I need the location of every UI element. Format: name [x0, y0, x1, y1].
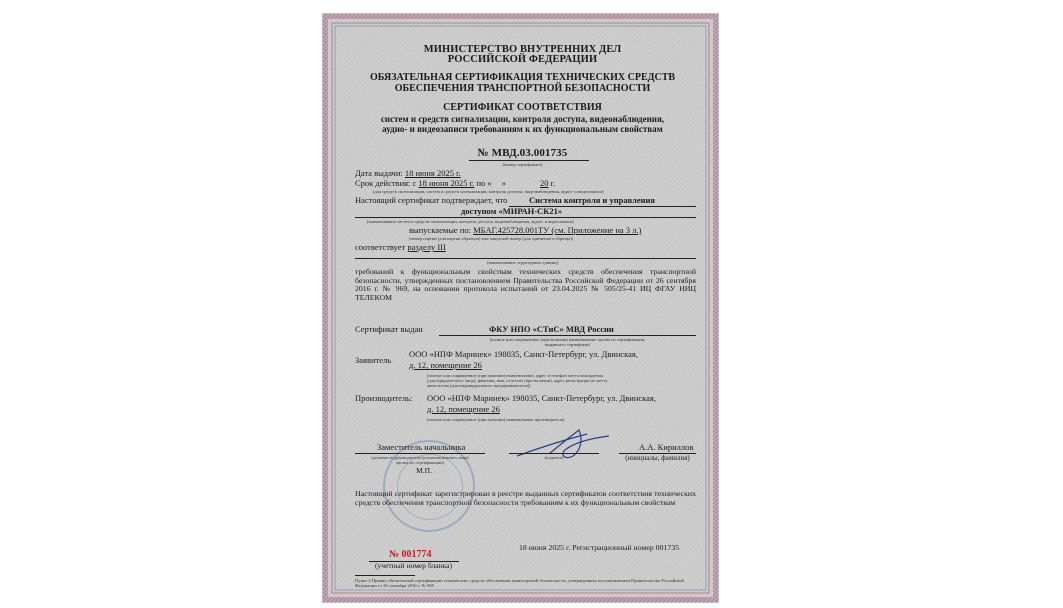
applicant-label: Заявитель: [355, 355, 392, 365]
signer-name: А.А. Кириллов: [639, 442, 694, 452]
cert-title: СЕРТИФИКАТ СООТВЕТСТВИЯ: [443, 102, 602, 113]
certificate-number: № МВД.03.001735: [477, 147, 568, 159]
registry-row: [519, 543, 679, 553]
manufacturer-caption: (полное или сокращенное (при наличии) наименование производителя): [427, 417, 565, 422]
validity-caption: (для средств сигнализации, систем и средств сигнализации, контроля доступа, видеонаблюдения, аудио- и видеозаписи): [373, 189, 604, 194]
subtitle-line-2: аудио- и видеозаписи требованиям к их функциональным свойствам: [382, 124, 663, 134]
validity-from: 18 июня 2025 г.: [418, 178, 475, 188]
footnote-text: Пункт 4 Правил обязательной сертификации технических средств обеспечения транспортной безопасности, утвержденных постановлением Правительства Российской Федерации от 26 сентября 2016 г. № 969: [355, 578, 684, 588]
number-caption: (номер сертификата): [502, 162, 543, 167]
system-line-2: ОБЕСПЕЧЕНИЯ ТРАНСПОРТНОЙ БЕЗОПАСНОСТИ: [394, 83, 651, 94]
produced-value: МБАГ.425728.001ТУ (см. Приложение на 3 л.): [473, 225, 642, 235]
complies-caption: (наименование структурных единиц): [487, 260, 558, 265]
name-caption: (инициалы, фамилия): [625, 454, 690, 462]
applicant-caption-1: (полное или сокращенное (при наличии) наименование, адрес и телефон места нахождения: [427, 373, 603, 378]
product-line-2: доступом «МИРАН-СК21»: [461, 206, 563, 216]
validity-row: Срок действия: с 18 июня 2025 г. по « » 20 г.: [355, 178, 556, 188]
produced-caption: (номер партии (для партии образцов) или заводской номер (для единичного образца)): [409, 236, 574, 241]
position-caption-1: (должность руководителя (уполномоченного лица): [371, 455, 469, 460]
issue-date-value: 18 июня 2025 г.: [404, 168, 461, 178]
ministry-line-2: РОССИЙСКОЙ ФЕДЕРАЦИИ: [447, 54, 598, 65]
issuer-value: ФКУ НПО «СТиС» МВД России: [489, 324, 614, 334]
applicant-line-1: ООО «НПФ Маринек» 198035, Санкт-Петербург, ул. Двинская,: [409, 349, 638, 359]
confirms-label: Настоящий сертификат подтверждает, что: [355, 195, 508, 205]
position-caption-2: органа по сертификации): [395, 460, 445, 465]
certificate-document: [323, 14, 718, 602]
produced-row: [409, 226, 641, 236]
manufacturer-line-2: д. 12, помещение 26: [427, 404, 500, 414]
issue-date-label: Дата выдачи:: [355, 168, 403, 178]
handwritten-signature: [509, 426, 619, 466]
registry-label: Регистрационный номер: [572, 543, 654, 552]
applicant-caption-2: (для юридического лица); фамилия, имя, отчество (при наличии), адрес регистрации по месту: [427, 378, 608, 383]
ministry-line-1: МИНИСТЕРСТВО ВНУТРЕННИХ ДЕЛ: [423, 44, 622, 55]
applicant-line-2: д. 12, помещение 26: [409, 360, 482, 370]
manufacturer-label: Производитель:: [355, 393, 413, 403]
validity-year: 20: [540, 178, 549, 188]
sign-caption: (подпись): [544, 455, 564, 460]
manufacturer-line-1: ООО «НПФ Маринек» 198035, Санкт-Петербург, ул. Двинская,: [427, 393, 656, 403]
product-line-1: Система контроля и управления: [529, 195, 655, 205]
certificate-content: [349, 38, 696, 594]
stamp-label: М.П.: [416, 466, 432, 475]
complies-value: разделу III: [407, 242, 446, 252]
applicant-caption-3: жительства (для индивидуального предпринимателя)): [427, 383, 531, 388]
blank-caption: (учетный номер бланка): [375, 561, 452, 570]
registry-number: 001735: [655, 543, 680, 552]
issuer-caption-1: (полное или сокращенное (при наличии) наименование органа по сертификации,: [489, 337, 646, 342]
validity-label: Срок действия: с: [355, 178, 417, 188]
requirements-text: требований к функциональным свойствам технических средств обеспечения транспортной безопасности, утвержденных постановлением Правительства Российской Федерации от 26 сентября 2016 г. № 969, на основании протокола испытаний от 23.04.2025 № 505/25-41 ИЦ ФГАУ НИЦ ТЕЛЕКОМ: [355, 267, 696, 302]
subtitle-line-1: систем и средств сигнализации, контроля доступа, видеонаблюдения,: [380, 114, 665, 124]
blank-number: № 001774: [389, 549, 432, 560]
signer-position: Заместитель начальника: [377, 442, 466, 452]
complies-label: соответствует: [355, 242, 406, 252]
system-line-1: ОБЯЗАТЕЛЬНАЯ СЕРТИФИКАЦИЯ ТЕХНИЧЕСКИХ СРЕДСТВ: [369, 72, 676, 83]
produced-label: выпускаемые по:: [409, 225, 471, 235]
validity-to-label: по «: [476, 178, 492, 188]
issuer-caption-2: выдавшего сертификат): [544, 342, 591, 347]
complies-row: [355, 243, 446, 253]
product-caption: (наименование систем и средств сигнализации, контроля доступа, видеонаблюдения, аудио- и видеозаписи): [367, 219, 574, 224]
validity-year-suffix: г.: [550, 178, 556, 188]
issuer-label: Сертификат выдан: [355, 324, 423, 334]
registry-text: Настоящий сертификат зарегистрирован в реестре выданных сертификатов соответствия технических средств обеспечения транспортной безопасности требованиям к их функциональным свойствам: [355, 489, 696, 507]
registry-date: 18 июня 2025 г.: [519, 543, 571, 552]
